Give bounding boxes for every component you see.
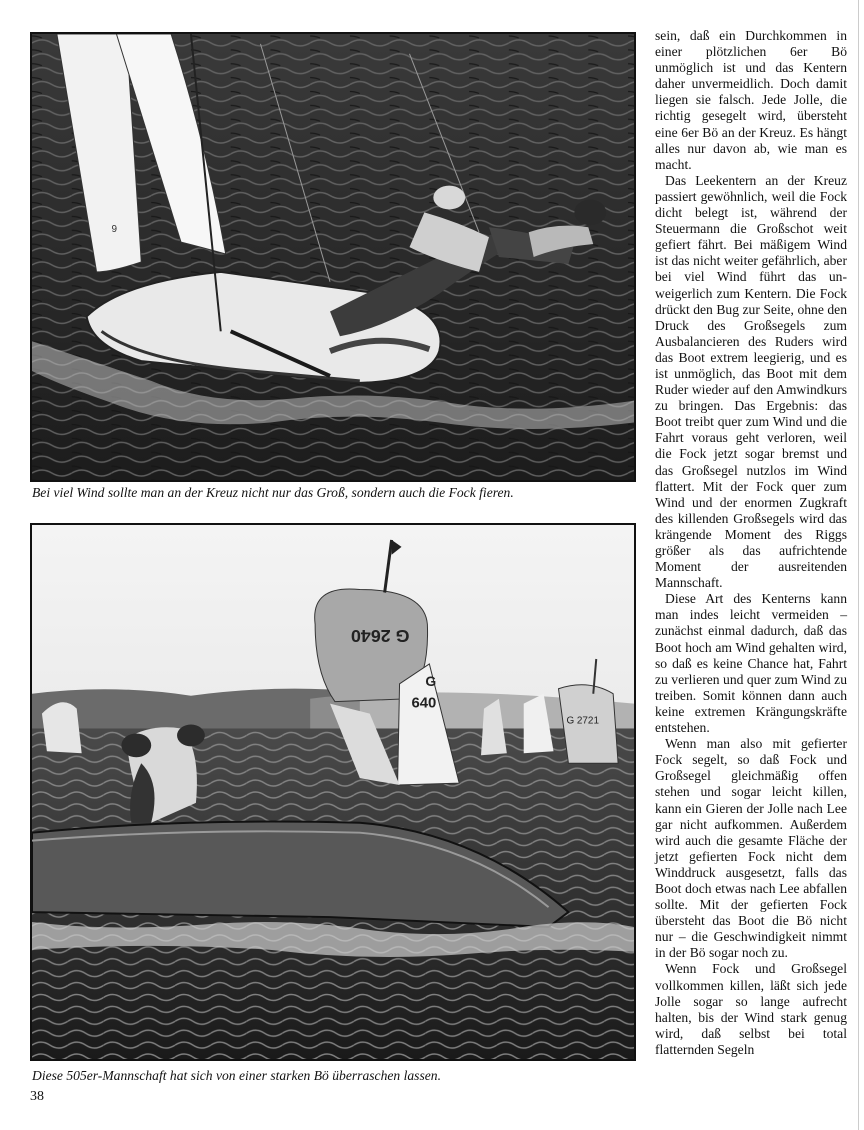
article-paragraph: Das Leekentern an der Kreuz passiert gewöhnlich, weil die Fock dicht belegt ist, während der Steuermann die Großschot weit gefiert fährt. Bei mäßigem Wind ist das nicht weiter gefährlich, aber bei viel Wind führt das unweigerlich zum Kentern. Die Fock drückt den Bug zur Seite, ohne den Druck des Großsegels zum Ausbalancieren des Ruders wird das Boot extrem leegierig, und es ist unmöglich, das Boot mit dem Ruder wieder auf den Amwindkurs zu bringen. Das Ergebnis: das Boot treibt quer zum Wind und die Fahrt voraus geht verloren, weil die Fock jetzt sogar bremst und das Großsegel nutzlos im Wind flattert. Mit der Fock quer zum Wind und der enormen Zugkraft des killenden Großsegels wird das krängende Moment des Riggs größer als das aufrichtende Moment der ausreitenden Mannschaft. <box>655 172 847 591</box>
jib-number: 640 <box>411 695 437 712</box>
article-paragraph: sein, daß ein Durchkommen in einer plötzlichen 6er Bö unmöglich ist und das Kentern daher unvermeidlich. Doch damit liegen sie falsch. Jede Jolle, die richtig gesegelt wird, übersteht eine 6er Bö an der Kreuz. Es hängt alles nur davon ab, wie man es macht. <box>655 28 847 172</box>
svg-text:9: 9 <box>111 224 117 236</box>
photo-caption-top: Bei viel Wind sollte man an der Kreuz nicht nur das Groß, sondern auch die Fock fieren. <box>32 485 514 500</box>
photo-dinghy-upwind <box>30 32 636 482</box>
page-number: 38 <box>30 1089 44 1104</box>
photo-505-capsize <box>30 523 636 1061</box>
right-boat-sail-number: G 2721 <box>566 715 599 727</box>
photo-caption-bottom: Diese 505er-Mannschaft hat sich von einer starken Bö überraschen lassen. <box>32 1068 441 1083</box>
photo-dinghy-upwind-image <box>32 34 634 480</box>
article-paragraph: Wenn Fock und Großsegel vollkommen killen, läßt sich jede Jolle sogar so lange aufrecht halten, bis der Wind stark genug wird, daß selbst bei total flatternden Segeln <box>655 961 847 1057</box>
page-edge-line <box>858 0 859 1130</box>
article-paragraph: Wenn man also mit gefierter Fock segelt, so daß Fock und Großsegel gleichmäßig offen stehen und sogar leicht killen, kann ein Gieren der Jolle nach Lee gar nicht aufkommen. Außerdem wird auch die gesamte Fläche der jetzt gefierten Fock nicht dem Winddruck ausgesetzt, falls das Boot doch etwas nach Lee abfallen sollte. Mit der gefierten Fock übersteht das Boot die Bö nicht nur – die Geschwindigkeit nimmt in der Bö sogar noch zu. <box>655 736 847 961</box>
photo-505-capsize-image <box>32 525 634 1059</box>
spinnaker-sail-number: G 2640 <box>350 626 410 647</box>
article-paragraph: Diese Art des Kenterns kann man indes leicht vermeiden – zunächst einmal dadurch, daß das Boot hoch am Wind gehalten wird, so daß es keine Chance hat, Fahrt zu verlieren und quer zum Wind zu treiben. Somit können dann auch keine extremen Krängungskräfte entstehen. <box>655 591 847 736</box>
jib-letter: G <box>425 672 437 689</box>
article-text-column <box>655 28 847 1058</box>
